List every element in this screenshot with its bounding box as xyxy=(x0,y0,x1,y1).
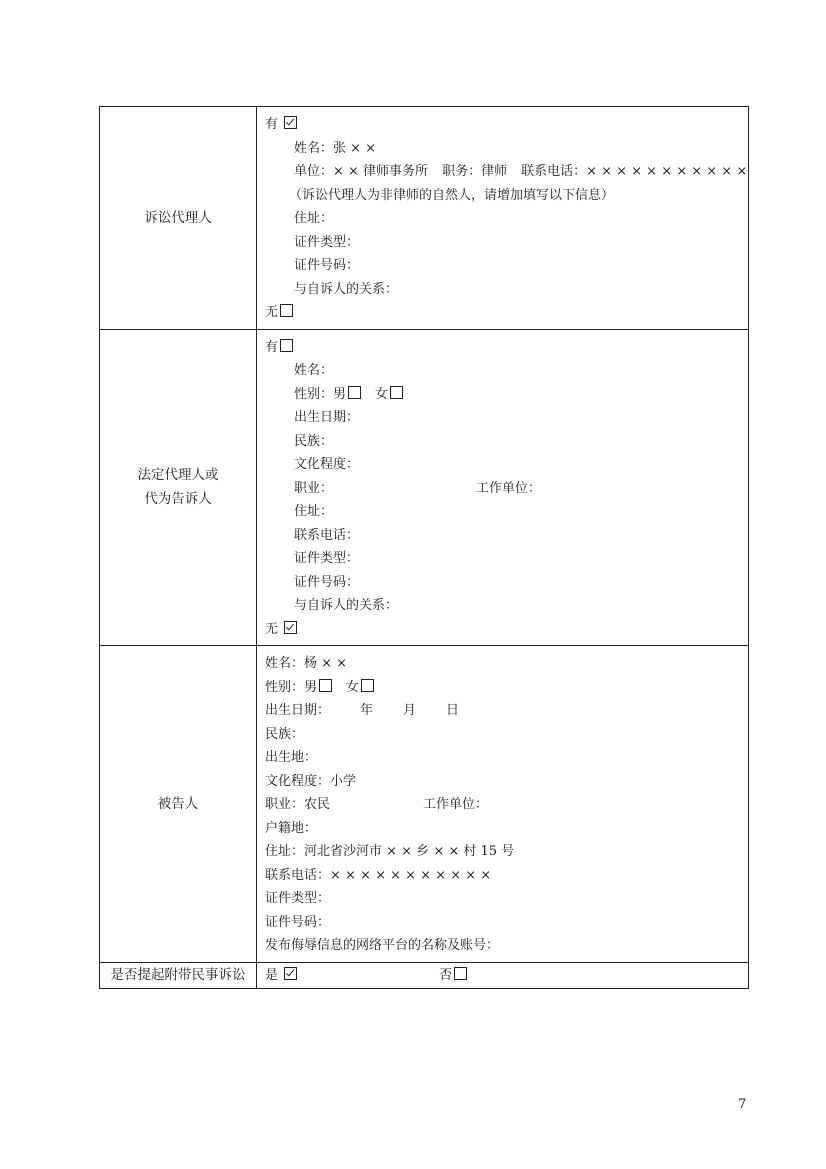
legal-rep-content xyxy=(257,329,749,646)
legal-rep-label-line1: 法定代理人或 xyxy=(137,467,219,484)
defendant-platform: 发布侮辱信息的网络平台的名称及账号： xyxy=(265,938,500,953)
legal-rep-education: 文化程度： xyxy=(294,457,360,472)
legal-rep-relation: 与自诉人的关系： xyxy=(294,598,399,613)
complaint-form-table xyxy=(99,106,749,989)
agent-content xyxy=(257,107,749,330)
legal-rep-phone: 联系电话： xyxy=(294,527,360,543)
civil-suit-yes-label: 是 xyxy=(265,967,279,983)
agent-has-option xyxy=(265,113,748,137)
legal-rep-ethnicity: 民族： xyxy=(294,433,334,449)
legal-rep-label-line2: 代为告诉人 xyxy=(144,491,212,508)
agent-none-option xyxy=(265,301,748,325)
defendant-id-number: 证件号码： xyxy=(265,914,331,930)
legal-rep-id-type: 证件类型： xyxy=(294,551,360,566)
legal-rep-none-checkbox[interactable] xyxy=(284,621,297,634)
defendant-birth: 出生日期： xyxy=(265,703,331,718)
agent-label: 诉讼代理人 xyxy=(100,107,257,330)
civil-suit-row xyxy=(100,962,749,988)
legal-rep-male-checkbox[interactable] xyxy=(348,386,361,399)
legal-rep-address: 住址： xyxy=(294,504,334,519)
civil-suit-content xyxy=(257,962,749,988)
civil-suit-label: 是否提起附带民事诉讼 xyxy=(100,962,257,988)
legal-rep-gender: 性别： xyxy=(294,386,334,402)
legal-rep-has-option xyxy=(265,336,748,360)
agent-row xyxy=(100,107,749,330)
legal-rep-name: 姓名： xyxy=(294,363,334,378)
defendant-label: 被告人 xyxy=(100,646,257,963)
civil-suit-no-checkbox[interactable] xyxy=(454,967,467,980)
legal-rep-workplace: 工作单位： xyxy=(476,480,542,496)
defendant-workplace: 工作单位： xyxy=(423,797,489,812)
legal-rep-none-option xyxy=(265,618,748,642)
agent-phone: 联系电话：× × × × × × × × × × × xyxy=(521,164,748,179)
agent-relation: 与自诉人的关系： xyxy=(294,281,399,297)
legal-rep-female-label: 女 xyxy=(375,386,389,402)
defendant-address: 住址：河北省沙河市 × × 乡 × × 村 15 号 xyxy=(265,844,515,859)
legal-rep-has-checkbox[interactable] xyxy=(280,339,293,352)
defendant-year: 年 xyxy=(360,703,374,718)
agent-none-checkbox[interactable] xyxy=(280,304,293,317)
agent-none-label: 无 xyxy=(265,305,279,320)
agent-id-type: 证件类型： xyxy=(294,234,360,250)
defendant-occupation: 职业：农民 xyxy=(265,797,331,812)
legal-rep-male-label: 男 xyxy=(333,386,347,402)
defendant-name: 姓名：杨 × × xyxy=(265,656,348,671)
defendant-id-type: 证件类型： xyxy=(265,891,331,906)
civil-suit-yes-checkbox[interactable] xyxy=(284,967,297,980)
defendant-phone: 联系电话：× × × × × × × × × × × xyxy=(265,867,492,883)
defendant-household: 户籍地： xyxy=(265,820,318,836)
defendant-female-label: 女 xyxy=(346,679,360,695)
legal-rep-birth: 出生日期： xyxy=(294,410,360,425)
legal-rep-occupation: 职业： xyxy=(294,480,334,496)
defendant-content xyxy=(257,646,749,963)
defendant-male-checkbox[interactable] xyxy=(319,679,332,692)
agent-unit-line xyxy=(265,160,748,184)
civil-suit-no-label: 否 xyxy=(439,967,453,983)
defendant-female-checkbox[interactable] xyxy=(361,679,374,692)
agent-address: 住址： xyxy=(294,211,334,226)
legal-rep-gender-line xyxy=(265,383,748,407)
agent-position: 职务：律师 xyxy=(442,164,508,179)
defendant-day: 日 xyxy=(446,703,460,718)
agent-name: 姓名：张 × × xyxy=(294,140,377,156)
legal-rep-occupation-line xyxy=(265,477,748,501)
agent-has-label: 有 xyxy=(265,117,279,132)
civil-suit-options xyxy=(265,964,748,988)
defendant-birthplace: 出生地： xyxy=(265,750,318,765)
agent-note: （诉讼代理人为非律师的自然人，请增加填写以下信息） xyxy=(289,187,615,203)
agent-has-checkbox[interactable] xyxy=(284,116,297,129)
legal-rep-none-label: 无 xyxy=(265,621,279,637)
page-number: 7 xyxy=(738,1097,747,1112)
defendant-occupation-line xyxy=(265,793,748,817)
legal-rep-female-checkbox[interactable] xyxy=(390,386,403,399)
defendant-gender: 性别： xyxy=(265,679,305,695)
agent-unit: 单位：× × 律师事务所 xyxy=(294,164,429,179)
legal-rep-label xyxy=(100,329,257,646)
defendant-ethnicity: 民族： xyxy=(265,726,305,742)
defendant-male-label: 男 xyxy=(304,679,318,695)
legal-rep-id-number: 证件号码： xyxy=(294,574,360,590)
defendant-row xyxy=(100,646,749,963)
defendant-gender-line xyxy=(265,676,748,700)
legal-rep-has-label: 有 xyxy=(265,339,279,355)
agent-id-number: 证件号码： xyxy=(294,258,360,273)
legal-rep-row xyxy=(100,329,749,646)
defendant-birth-line xyxy=(265,699,748,723)
defendant-education: 文化程度：小学 xyxy=(265,773,357,789)
defendant-month: 月 xyxy=(403,703,417,718)
